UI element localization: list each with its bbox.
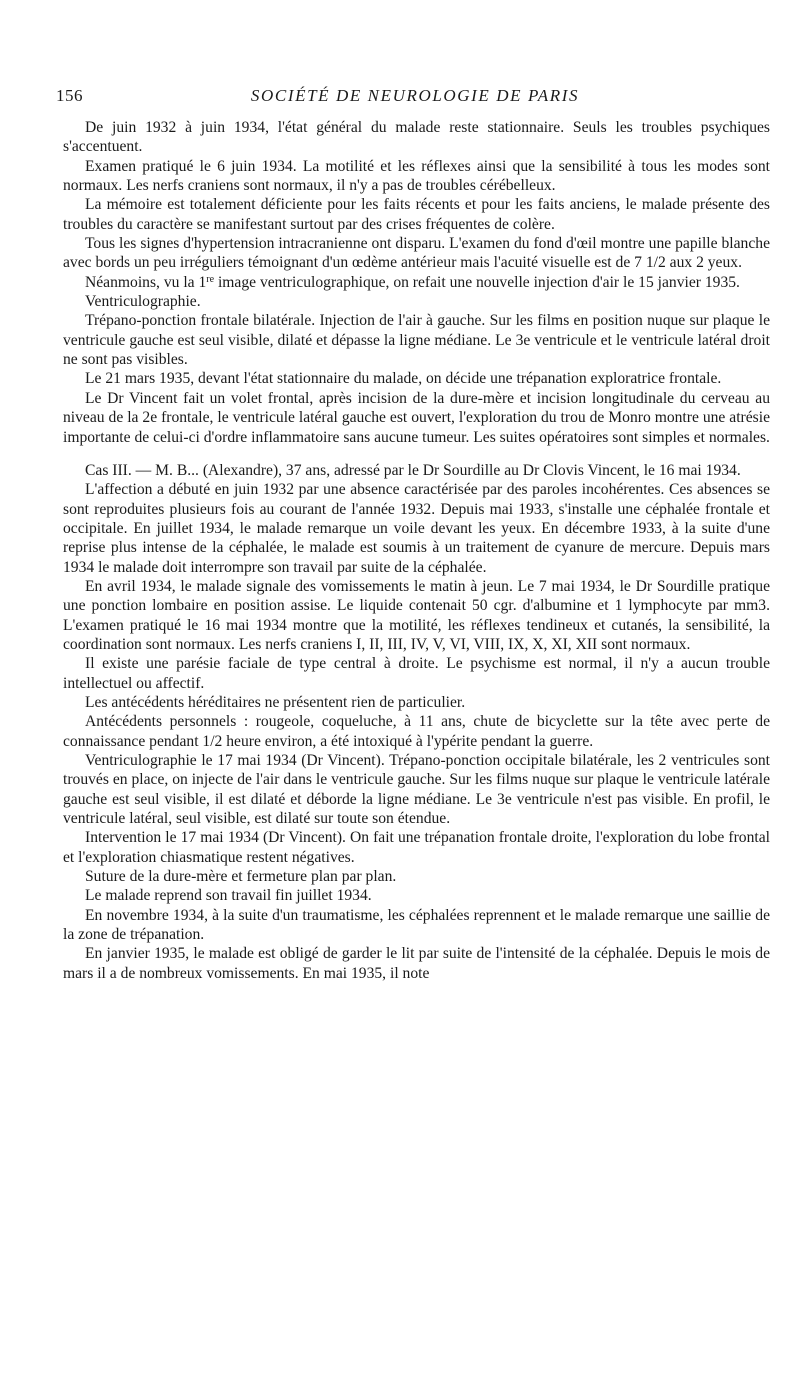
paragraph: Il existe une parésie faciale de type central à droite. Le psychisme est normal, il n'y a aucun trouble intellectuel ou affectif.: [63, 655, 770, 692]
paragraph: Le Dr Vincent fait un volet frontal, après incision de la dure-mère et incision longitudinale du cerveau au niveau de la 2e frontale, le ventricule latéral gauche est ouvert, l'exploration du trou de Monro montre une atrésie importante de celui-ci d'ordre inflammatoire sans aucune tumeur. Les suites opératoires sont simples et normales.: [63, 389, 770, 446]
paragraph: Tous les signes d'hypertension intracranienne ont disparu. L'examen du fond d'œil montre une papille blanche avec bords un peu irréguliers témoignant d'un œdème antérieur mais l'acuité visuelle est de 7 1/2 aux 2 yeux.: [63, 235, 770, 272]
paragraph: Trépano-ponction frontale bilatérale. Injection de l'air à gauche. Sur les films en position nuque sur plaque le ventricule gauche est seul visible, dilaté et dépasse la ligne médiane. Le 3e ventricule et le ventricule latéral droit ne sont pas visibles.: [63, 312, 770, 369]
paragraph: Le malade reprend son travail fin juillet 1934.: [85, 887, 372, 905]
paragraph: Les antécédents héréditaires ne présentent rien de particulier.: [85, 693, 466, 711]
paragraph: De juin 1932 à juin 1934, l'état général du malade reste stationnaire. Seuls les troubles psychiques s'accentuent.: [63, 119, 770, 156]
text-run: 1: [198, 273, 207, 291]
paragraph: Ventriculographie.: [85, 293, 201, 311]
paragraph: Ventriculographie le 17 mai 1934 (Dr Vincent). Trépano-ponction occipitale bilatérale, les 2 ventricules sont trouvés en place, on injecte de l'air dans le ventricule gauche. Sur les films nuque sur plaque le ventricule latérale gauche est seul visible, il est dilaté et déborde la ligne médiane. Le 3e ventricule n'est pas visible. En profil, le ventricule latéral, seul visible, est dilaté sur toute son étendue.: [63, 752, 770, 828]
article-body: [63, 118, 770, 983]
page-number: 156: [56, 86, 83, 105]
paragraph: L'affection a débuté en juin 1932 par une absence caractérisée par des paroles incohérentes. Ces absences se sont reproduites plusieurs fois au courant de l'année 1932. Depuis mai 1933, s'installe une céphalée frontale et occipitale. En juillet 1934, le malade remarque un voile devant les yeux. En décembre 1933, à la suite d'une reprise plus intense de la céphalée, le malade est soumis à un traitement de cyanure de mercure. Depuis mars 1934 le malade doit interrompre son travail par suite de la céphalée.: [63, 481, 770, 576]
paragraph: En janvier 1935, le malade est obligé de garder le lit par suite de l'intensité de la céphalée. Depuis le mois de mars il a de nombreux vomissements. En mai 1935, il note: [63, 945, 770, 982]
case-heading-paragraph: Cas III. — M. B... (Alexandre), 37 ans, adressé par le Dr Sourdille au Dr Clovis Vincent, le 16 mai 1934.: [85, 461, 741, 479]
paragraph: Le 21 mars 1935, devant l'état stationnaire du malade, on décide une trépanation exploratrice frontale.: [85, 370, 722, 388]
paragraph: Suture de la dure-mère et fermeture plan par plan.: [85, 868, 397, 886]
paragraph: Examen pratiqué le 6 juin 1934. La motilité et les réflexes ainsi que la sensibilité à tous les modes sont normaux. Les nerfs craniens sont normaux, il n'y a pas de troubles cérébelleux.: [63, 157, 770, 195]
paragraph: En avril 1934, le malade signale des vomissements le matin à jeun. Le 7 mai 1934, le Dr Sourdille pratique une ponction lombaire en position assise. Le liquide contenait 50 cgr. d'albumine et 1 lymphocyte par mm3. L'examen pratiqué le 16 mai 1934 montre que la motilité, les réflexes tendineux et cutanés, la sensibilité, la coordination sont normaux. Les nerfs craniens I, II, III, IV, V, VI, VIII, IX, X, XI, XII sont normaux.: [63, 577, 770, 653]
paragraph: La mémoire est totalement déficiente pour les faits récents et pour les faits anciens, le malade présente des troubles du caractère se manifestant surtout par des crises fréquentes de colère.: [63, 196, 770, 233]
paragraph: En novembre 1934, à la suite d'un traumatisme, les céphalées reprennent et le malade remarque une saillie de la zone de trépanation.: [63, 906, 770, 944]
text-run: Néanmoins, vu la: [85, 273, 199, 291]
paragraph: Intervention le 17 mai 1934 (Dr Vincent). On fait une trépanation frontale droite, l'exploration du lobe frontal et l'exploration chiasmatique restent négatives.: [63, 829, 770, 866]
paragraph: [63, 273, 770, 292]
journal-title: SOCIÉTÉ DE NEUROLOGIE DE PARIS: [250, 86, 580, 105]
text-run: image ventriculographique, on refait une nouvelle injection d'air le 15 janvier 1935.: [214, 273, 740, 291]
running-head: [0, 86, 800, 112]
superscript: re: [206, 273, 215, 285]
paragraph: Antécédents personnels : rougeole, coqueluche, à 11 ans, chute de bicyclette sur la tête avec perte de connaissance pendant 1/2 heure environ, a été intoxiqué à l'ypérite pendant la guerre.: [63, 713, 770, 750]
